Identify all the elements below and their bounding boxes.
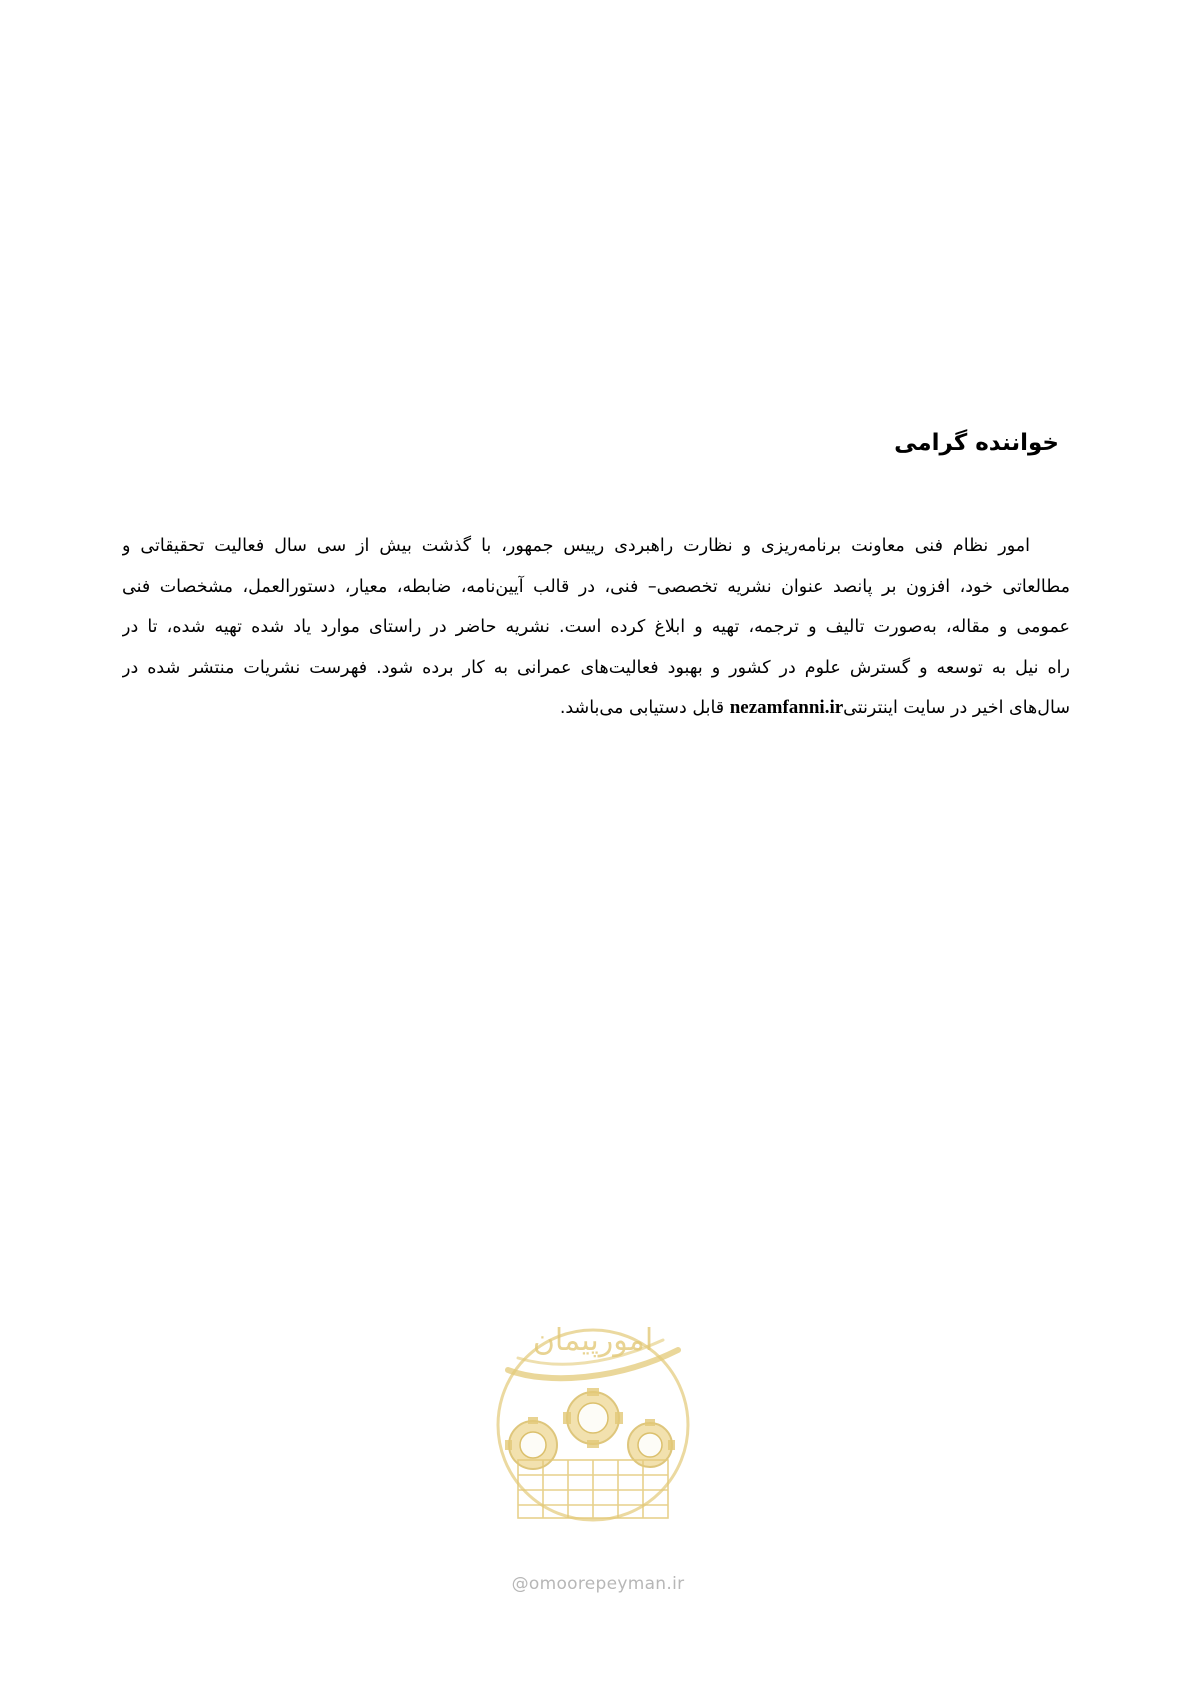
paragraph-line: راه نیل به توسعه و گسترش علوم در کشور و بهبود فعالیت‌های عمرانی به کار برده شود. فهرست نشریات منتشر شده در xyxy=(122,657,1070,678)
intro-paragraph xyxy=(122,526,1070,729)
paragraph-line: عمومی و مقاله، به‌صورت تالیف و ترجمه، تهیه و ابلاغ کرده است. نشریه حاضر در راستای موارد یاد شده تهیه شده، تا در xyxy=(122,617,1070,637)
last-line-end: قابل دستیابی می‌باشد. xyxy=(559,698,730,718)
last-line-start: سال‌های اخیر در سایت اینترنتی xyxy=(843,698,1070,718)
paragraph-last-line xyxy=(122,688,1070,729)
paragraph-line: مطالعاتی خود، افزون بر پانصد عنوان نشریه تخصصی– فنی، در قالب آیین‌نامه، ضابطه، معیار، دستورالعمل، مشخصات فنی xyxy=(122,576,1070,597)
website-link[interactable]: nezamfanni.ir xyxy=(729,697,844,718)
watermark-logo xyxy=(488,1310,698,1570)
paragraph-line: امور نظام فنی معاونت برنامه‌ریزی و نظارت راهبردی رییس جمهور، با گذشت بیش از سی سال فعالیت تحقیقاتی و xyxy=(122,536,1030,556)
watermark-logo-text: امورپیمان xyxy=(532,1323,654,1358)
page-heading: خواننده گرامی xyxy=(894,430,1059,456)
watermark-url: @omoorepeyman.ir xyxy=(511,1574,685,1594)
